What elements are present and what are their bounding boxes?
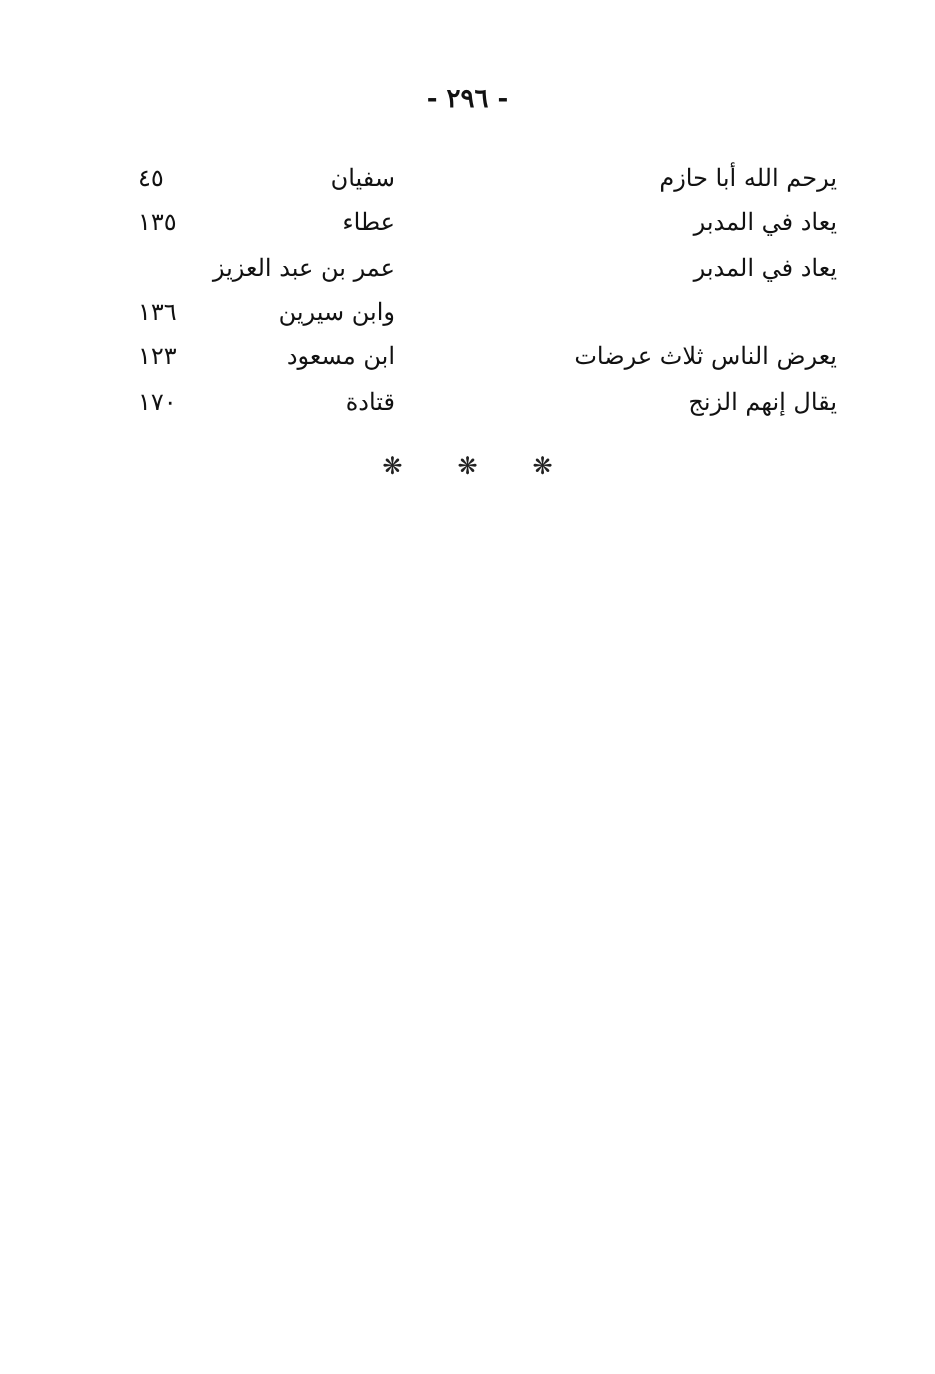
hadith-text: يقال إنهم الزنج: [688, 388, 837, 416]
asterism-icon: ❋: [532, 452, 553, 480]
page-reference: ١٢٣: [138, 342, 177, 370]
section-separator: [0, 452, 935, 480]
page-number: - ٢٩٦ -: [426, 84, 509, 114]
narrator-name: وابن سيرين: [278, 298, 395, 326]
index-row: [0, 338, 935, 382]
hadith-text: يرحم الله أبا حازم: [659, 164, 837, 192]
index-row: [0, 294, 935, 338]
hadith-text: يعاد في المدبر: [693, 208, 837, 236]
index-row: [0, 250, 935, 294]
asterism-icon: ❋: [457, 452, 478, 480]
narrator-name: سفيان: [330, 164, 395, 192]
page-reference: ١٣٦: [138, 298, 177, 326]
index-row: [0, 204, 935, 248]
index-row: [0, 384, 935, 428]
narrator-name: عطاء: [342, 208, 395, 236]
index-row: [0, 160, 935, 204]
narrator-name: قتادة: [345, 388, 395, 416]
narrator-name: عمر بن عبد العزيز: [212, 254, 395, 282]
hadith-text: يعاد في المدبر: [693, 254, 837, 282]
page-reference: ١٣٥: [138, 208, 177, 236]
asterism-icon: ❋: [382, 452, 403, 480]
page-reference: ٤٥: [138, 164, 164, 192]
narrator-name: ابن مسعود: [286, 342, 395, 370]
page-reference: ١٧٠: [138, 388, 177, 416]
hadith-text: يعرض الناس ثلاث عرضات: [574, 342, 837, 370]
